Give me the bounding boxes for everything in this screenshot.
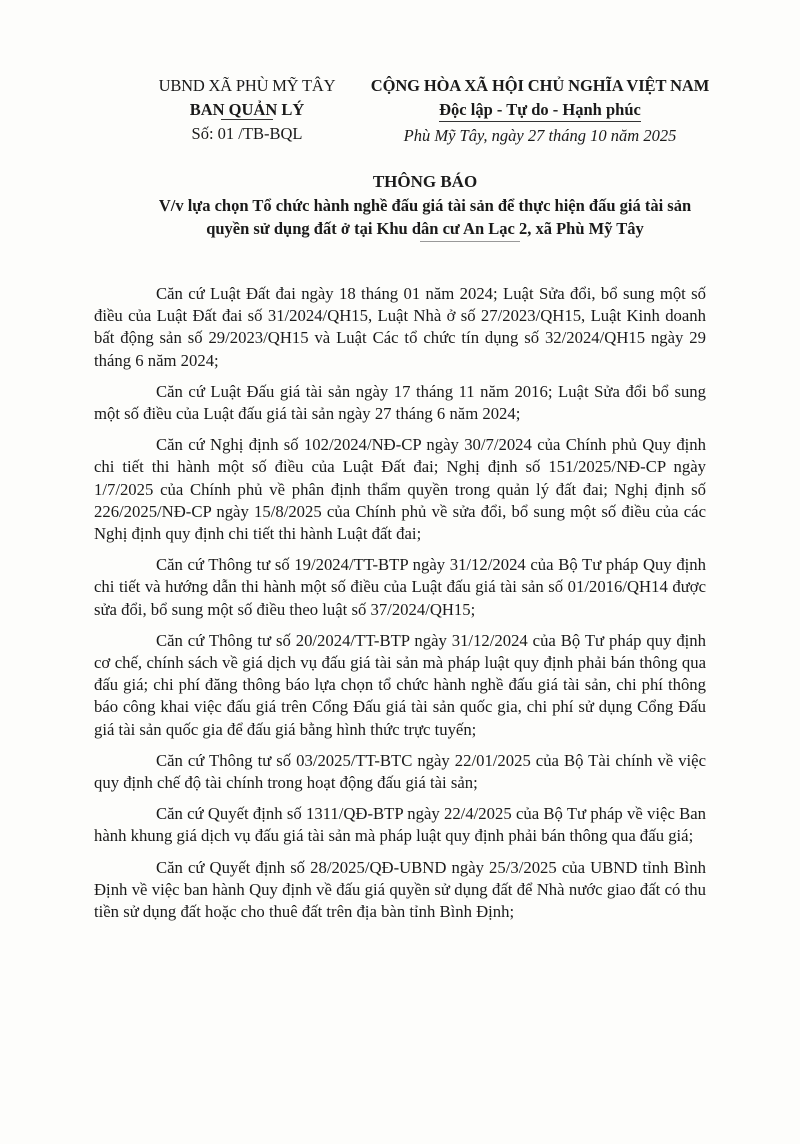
agency-name: UBND XÃ PHÙ MỸ TÂY — [158, 76, 336, 95]
subject-underline — [420, 241, 520, 242]
legal-basis-paragraph: Căn cứ Quyết định số 1311/QĐ-BTP ngày 22/4/2025 của Bộ Tư pháp về việc Ban hành khung giá dịch vụ đấu giá tài sản mà pháp luật quy định phải bán thông qua đấu giá; — [94, 804, 706, 846]
legal-basis-paragraph: Căn cứ Luật Đất đai ngày 18 tháng 01 năm 2024; Luật Sửa đổi, bổ sung một số điều của Luật Đất đai số 31/2024/QH15, Luật Nhà ở số 27/2023/QH15, Luật Kinh doanh bất động sản số 29/2023/QH15 và Luật Các tổ chức tín dụng số 32/2024/QH15 ngày 29 tháng 6 năm 2024; — [94, 284, 706, 370]
legal-basis-paragraph: Căn cứ Thông tư số 20/2024/TT-BTP ngày 31/12/2024 của Bộ Tư pháp quy định cơ chế, chính sách về giá dịch vụ đấu giá tài sản mà pháp luật quy định phải bán thông qua đấu giá; chi phí đăng thông báo lựa chọn tổ chức hành nghề đấu giá tài sản, chi phí thông báo công khai việc đấu giá trên Cổng Đấu giá tài sản quốc gia, chi phí sử dụng Cổng Đấu giá tài sản quốc gia để đấu giá bằng hình thức trực tuyến; — [94, 630, 706, 739]
national-heading-block — [350, 74, 730, 148]
document-number: Số: 01 /TB-BQL — [191, 124, 303, 143]
national-title: CỘNG HÒA XÃ HỘI CHỦ NGHĨA VIỆT NAM — [370, 76, 710, 95]
legal-basis-paragraph: Căn cứ Quyết định số 28/2025/QĐ-UBND ngày 25/3/2025 của UBND tỉnh Bình Định về việc ban hành Quy định về đấu giá quyền sử dụng đất để Nhà nước giao đất có thu tiền sử dụng đất hoặc cho thuê đất trên địa bàn tỉnh Bình Định; — [94, 857, 706, 922]
legal-basis-paragraph: Căn cứ Luật Đấu giá tài sản ngày 17 tháng 11 năm 2016; Luật Sửa đổi bổ sung một số điều của Luật đấu giá tài sản ngày 27 tháng 6 năm 2024; — [94, 381, 706, 424]
document-type: THÔNG BÁO — [372, 172, 478, 191]
national-motto: Độc lập - Tự do - Hạnh phúc — [439, 99, 641, 122]
subject-line-1: V/v lựa chọn Tổ chức hành nghề đấu giá tài sản để thực hiện đấu giá tài sản — [158, 196, 692, 215]
legal-basis-paragraph: Căn cứ Nghị định số 102/2024/NĐ-CP ngày 30/7/2024 của Chính phủ Quy định chi tiết thi hành một số điều của Luật Đất đai; Nghị định số 151/2025/NĐ-CP ngày 1/7/2025 của Chính phủ về phân định thẩm quyền trong quản lý đất đai; Nghị định số 226/2025/NĐ-CP ngày 15/8/2025 của Chính phủ về sửa đổi, bổ sung một số điều của các Nghị định quy định chi tiết thi hành Luật đất đai; — [94, 435, 706, 544]
unit-name: BAN QUẢN LÝ — [189, 100, 305, 119]
document-title-block — [100, 170, 750, 242]
document-body — [94, 283, 706, 932]
legal-basis-paragraph: Căn cứ Thông tư số 03/2025/TT-BTC ngày 22/01/2025 của Bộ Tài chính về việc quy định chế độ tài chính trong hoạt động đấu giá tài sản; — [94, 750, 706, 793]
issuing-authority-block — [132, 74, 362, 146]
subject-line-2: quyền sử dụng đất ở tại Khu dân cư An Lạc 2, xã Phù Mỹ Tây — [206, 219, 644, 238]
place-and-date: Phù Mỹ Tây, ngày 27 tháng 10 năm 2025 — [403, 126, 677, 145]
legal-basis-paragraph: Căn cứ Thông tư số 19/2024/TT-BTP ngày 31/12/2024 của Bộ Tư pháp Quy định chi tiết và hướng dẫn thi hành một số điều của Luật đấu giá tài sản số 01/2016/QH14 được sửa đổi, bổ sung một số điều theo luật số 37/2024/QH15; — [94, 555, 706, 619]
